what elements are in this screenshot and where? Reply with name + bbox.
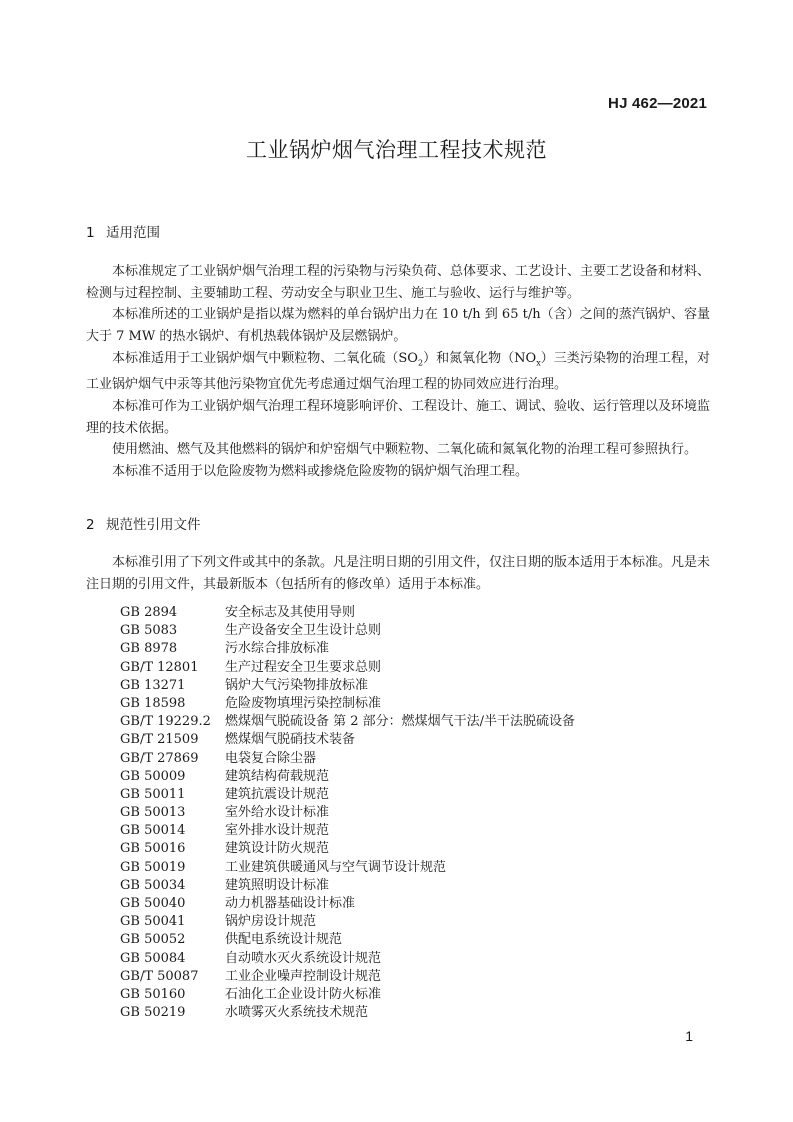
- reference-title: 燃煤烟气脱硝技术装备: [225, 732, 356, 748]
- reference-title: 安全标志及其使用导则: [225, 605, 356, 620]
- reference-code: GB/T 21509: [120, 732, 199, 748]
- reference-row: [120, 931, 575, 949]
- section-2-heading: [86, 513, 201, 533]
- reference-row: [120, 731, 575, 749]
- reference-code: GB 50160: [120, 986, 186, 1002]
- reference-title: 电袋复合除尘器: [225, 750, 317, 766]
- reference-row: [120, 895, 575, 913]
- reference-row: [120, 768, 575, 786]
- reference-title: 燃煤烟气脱硫设备 第 2 部分：燃煤烟气干法/半干法脱硫设备: [225, 714, 576, 730]
- reference-row: [120, 713, 575, 731]
- reference-row: [120, 968, 575, 986]
- reference-title: 生产设备安全卫生设计总则: [225, 623, 382, 639]
- reference-title: 石油化工企业设计防火标准: [225, 986, 382, 1002]
- reference-row: [120, 604, 575, 622]
- reference-title: 锅炉大气污染物排放标准: [225, 677, 369, 693]
- reference-row: [120, 804, 575, 822]
- reference-title: 锅炉房设计规范: [225, 914, 317, 930]
- reference-row: [120, 950, 575, 968]
- reference-code: GB 50009: [120, 768, 186, 784]
- reference-row: [120, 750, 575, 768]
- reference-row: [120, 622, 575, 640]
- reference-code: GB 2894: [120, 605, 178, 620]
- reference-title: 建筑照明设计标准: [225, 877, 330, 893]
- reference-row: [120, 877, 575, 895]
- reference-code: GB/T 19229.2: [120, 714, 211, 730]
- section-1-heading: [86, 221, 160, 241]
- reference-code: GB/T 50087: [120, 968, 199, 984]
- reference-code: GB 50016: [120, 841, 186, 857]
- reference-row: [120, 840, 575, 858]
- reference-row: [120, 677, 575, 695]
- page-number: 1: [685, 1028, 693, 1044]
- section-1-number: 1: [86, 225, 95, 241]
- paragraph: 本标准引用了下列文件或其中的条款。凡是注明日期的引用文件，仅注日期的版本适用于本标准。凡是未注日期的引用文件，其最新版本（包括所有的修改单）适用于本标准。: [86, 555, 711, 592]
- reference-row: [120, 986, 575, 1004]
- reference-list: [120, 604, 575, 1022]
- reference-row: [120, 913, 575, 931]
- reference-code: GB 50019: [120, 859, 186, 875]
- reference-code: GB 50014: [120, 823, 186, 839]
- reference-title: 水喷雾灭火系统技术规范: [225, 1005, 369, 1021]
- paragraph: 本标准不适用于以危险废物为燃料或掺烧危险废物的锅炉烟气治理工程。: [112, 463, 529, 479]
- paragraph-text: 本标准适用于工业锅炉烟气中颗粒物、二氧化硫（SO: [112, 350, 418, 366]
- reference-row: [120, 659, 575, 677]
- reference-code: GB 50013: [120, 805, 186, 821]
- reference-code: GB 50011: [120, 786, 186, 802]
- reference-code: GB 13271: [120, 677, 186, 693]
- reference-title: 污水综合排放标准: [225, 641, 330, 657]
- reference-code: GB 18598: [120, 695, 186, 711]
- section-1-title: 适用范围: [106, 225, 160, 241]
- section-2-number: 2: [86, 517, 95, 533]
- reference-title: 动力机器基础设计标准: [225, 896, 356, 911]
- reference-title: 工业建筑供暖通风与空气调节设计规范: [225, 859, 447, 875]
- reference-code: GB/T 27869: [120, 750, 199, 766]
- paragraph: 本标准可作为工业锅炉烟气治理工程环境影响评价、工程设计、施工、调试、验收、运行管理以及环境监理的技术依据。: [86, 398, 711, 436]
- paragraph: 本标准规定了工业锅炉烟气治理工程的污染物与污染负荷、总体要求、工艺设计、主要工艺设备和材料、检测与过程控制、主要辅助工程、劳动安全与职业卫生、施工与验收、运行与维护等。: [86, 264, 711, 301]
- paragraph-text: ）和氮氧化物（NO: [423, 350, 537, 366]
- reference-title: 工业企业噪声控制设计规范: [225, 968, 382, 984]
- reference-title: 建筑设计防火规范: [225, 841, 330, 857]
- reference-title: 室外给水设计标准: [225, 805, 330, 821]
- reference-title: 自动喷水灭火系统设计规范: [225, 950, 382, 966]
- nox-subscript: x: [536, 358, 541, 368]
- reference-row: [120, 1004, 575, 1022]
- reference-code: GB 5083: [120, 623, 178, 639]
- paragraph-text: ）三类污染物的治理工程，对工业锅炉烟气中汞等其他污染物宜优先考虑通过烟气治理工程的协同效应进行治理。: [86, 350, 710, 393]
- reference-title: 供配电系统设计规范: [225, 932, 343, 948]
- section-2-title: 规范性引用文件: [106, 517, 201, 533]
- paragraph: 本标准所述的工业锅炉是指以煤为燃料的单台锅炉出力在 10 t/h 到 65 t/h（含）之间的蒸汽锅炉、容量大于 7 MW 的热水锅炉、有机热载体锅炉及层燃锅炉。: [86, 307, 710, 345]
- reference-code: GB 50084: [120, 950, 186, 966]
- document-code: HJ 462—2021: [608, 95, 707, 112]
- reference-row: [120, 822, 575, 840]
- section-2-body: [86, 552, 710, 595]
- reference-title: 危险废物填埋污染控制标准: [225, 695, 382, 711]
- paragraph: 使用燃油、燃气及其他燃料的锅炉和炉窑烟气中颗粒物、二氧化硫和氮氧化物的治理工程可参照执行。: [112, 442, 698, 458]
- reference-code: GB 50219: [120, 1005, 186, 1021]
- reference-code: GB 50034: [120, 877, 186, 893]
- reference-row: [120, 640, 575, 658]
- reference-row: [120, 786, 575, 804]
- reference-code: GB/T 12801: [120, 659, 199, 675]
- reference-code: GB 50040: [120, 896, 186, 911]
- reference-code: GB 50041: [120, 914, 186, 930]
- so2-subscript: 2: [417, 358, 424, 368]
- paragraph: [86, 348, 710, 396]
- reference-title: 建筑结构荷载规范: [225, 768, 330, 784]
- reference-row: [120, 859, 575, 877]
- reference-code: GB 8978: [120, 641, 178, 657]
- reference-title: 生产过程安全卫生要求总则: [225, 659, 382, 675]
- section-1-body: [86, 261, 710, 483]
- reference-title: 建筑抗震设计规范: [225, 786, 330, 802]
- reference-title: 室外排水设计规范: [225, 823, 330, 839]
- reference-row: [120, 695, 575, 713]
- reference-code: GB 50052: [120, 932, 186, 948]
- page-title: 工业锅炉烟气治理工程技术规范: [246, 138, 547, 162]
